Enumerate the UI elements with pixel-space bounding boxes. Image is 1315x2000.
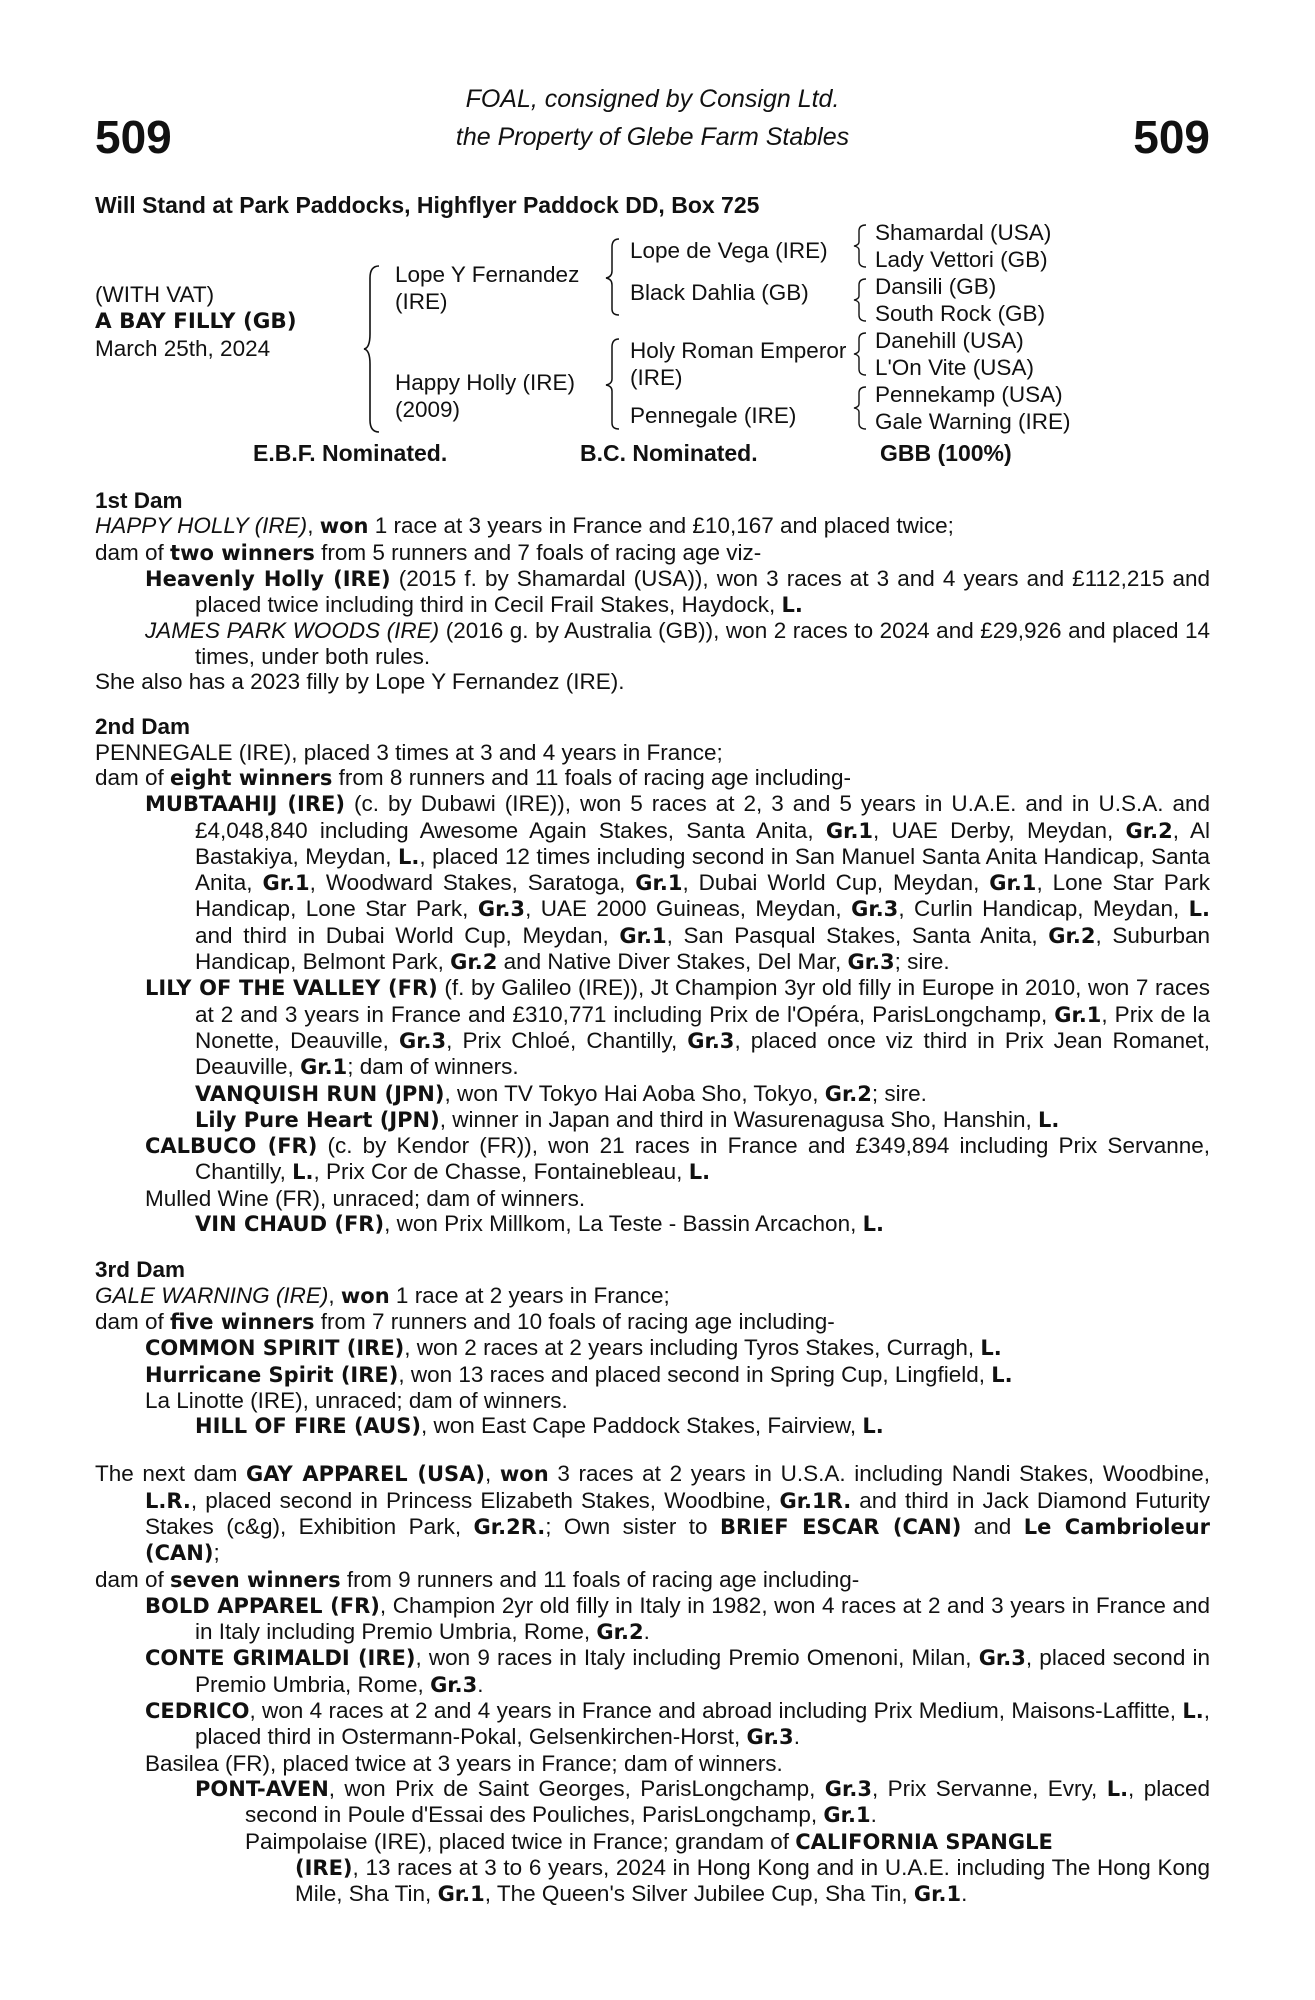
list-item: MUBTAAHIJ (IRE) (c. by Dubawi (IRE)), won 5 races at 2, 3 and 5 years in U.A.E. and in U.S.A. and £4,048,840 including Awesome Again Stakes, Santa Anita, Gr.1, UAE Derby, Meydan, Gr.2, Al Bastakiya, Meydan, L., placed 12 times including second in San Manuel Santa Anita Handicap, Santa Anita, Gr.1, Woodward Stakes, Saratoga, Gr.1, Dubai World Cup, Meydan, Gr.1, Lone Star Park Handicap, Lone Star Park, Gr.3, UAE 2000 Guineas, Meydan, Gr.3, Curlin Handicap, Meydan, L. and third in Dubai World Cup, Meydan, Gr.1, San Pasqual Stakes, Santa Anita, Gr.2, Suburban Handicap, Belmont Park, Gr.2 and Native Diver Stakes, Del Mar, Gr.3; sire. [145, 791, 1210, 975]
consign-line-2: the Property of Glebe Farm Stables [455, 123, 850, 151]
list-item: Lily Pure Heart (JPN), winner in Japan and third in Wasurenagusa Sho, Hanshin, L. [195, 1106, 1060, 1132]
gg-4: South Rock (GB) [875, 301, 1046, 326]
lot-number-right: 509 [1133, 111, 1210, 163]
brace-icon [853, 277, 869, 323]
second-dam-line: PENNEGALE (IRE), placed 3 times at 3 and 4 years in France; [95, 739, 723, 765]
first-dam-section [95, 488, 1210, 694]
catalogue-page [95, 80, 1210, 1907]
third-dam-section [95, 1257, 1210, 1439]
first-dam-produce: dam of two winners from 5 runners and 7 foals of racing age viz- [95, 539, 762, 565]
third-dam-heading: 3rd Dam [95, 1257, 186, 1283]
list-item: (IRE), 13 races at 3 to 6 years, 2024 in Hong Kong and in U.A.E. including The Hong Kong Mile, Sha Tin, Gr.1, The Queen's Silver Jubilee Cup, Sha Tin, Gr.1. [295, 1854, 1210, 1907]
second-dam-produce: dam of eight winners from 8 runners and 11 foals of racing age including- [95, 764, 852, 790]
list-item: BOLD APPAREL (FR), Champion 2yr old filly in Italy in 1982, won 4 races at 2 and 3 years in France and in Italy including Premio Umbria, Rome, Gr.2. [145, 1592, 1210, 1645]
brace-icon [853, 331, 869, 377]
brace-icon [363, 264, 383, 434]
list-item: La Linotte (IRE), unraced; dam of winners. [145, 1387, 568, 1413]
next-dam-line: The next dam GAY APPAREL (USA), won 3 races at 2 years in U.S.A. including Nandi Stakes, Woodbine, L.R., placed second in Princess Elizabeth Stakes, Woodbine, Gr.1R. and third in Jack Diamond Futurity Stakes (c&g), Exhibition Park, Gr.2R.; Own sister to BRIEF ESCAR (CAN) and Le Cambrioleur (CAN); [95, 1461, 1211, 1566]
next-dam-produce: dam of seven winners from 9 runners and 11 foals of racing age including- [95, 1566, 860, 1592]
third-dam-produce: dam of five winners from 7 runners and 10 foals of racing age including- [95, 1308, 835, 1334]
next-dam-section [95, 1461, 1210, 1907]
list-item: VIN CHAUD (FR), won Prix Millkom, La Teste - Bassin Arcachon, L. [195, 1211, 884, 1237]
list-item: CONTE GRIMALDI (IRE), won 9 races in Italy including Premio Omenoni, Milan, Gr.3, placed second in Premio Umbria, Rome, Gr.3. [145, 1645, 1211, 1697]
list-item: Hurricane Spirit (IRE), won 13 races and placed second in Spring Cup, Lingfield, L. [145, 1361, 1013, 1387]
consignor [95, 80, 1210, 156]
dam-sire-origin: (IRE) [630, 365, 683, 390]
dam-dam: Pennegale (IRE) [630, 403, 797, 428]
dam: Happy Holly (IRE) [395, 370, 576, 395]
first-dam-note: She also has a 2023 filly by Lope Y Fernandez (IRE). [95, 669, 625, 695]
list-item: Paimpolaise (IRE), placed twice in France; grandam of CALIFORNIA SPANGLE [245, 1828, 1053, 1854]
list-item: VANQUISH RUN (JPN), won TV Tokyo Hai Aoba Sho, Tokyo, Gr.2; sire. [195, 1080, 927, 1106]
brace-icon [605, 337, 623, 432]
third-dam-line: GALE WARNING (IRE), won 1 race at 2 years in France; [95, 1282, 670, 1308]
sire-origin: (IRE) [395, 289, 448, 314]
subject-name: A BAY FILLY (GB) [95, 309, 297, 334]
list-item: Heavenly Holly (IRE) (2015 f. by Shamardal (USA)), won 3 races at 3 and 4 years and £112,215 and placed twice including third in Cecil Frail Stakes, Haydock, L. [145, 565, 1210, 618]
list-item: PONT-AVEN, won Prix de Saint Georges, ParisLongchamp, Gr.3, Prix Servanne, Evry, L., placed second in Poule d'Essai des Pouliches, ParisLongchamp, Gr.1. [195, 1775, 1210, 1828]
list-item: COMMON SPIRIT (IRE), won 2 races at 2 years including Tyros Stakes, Curragh, L. [145, 1335, 1002, 1361]
lot-header [95, 80, 1210, 190]
consign-line-1: FOAL, consigned by Consign Ltd. [465, 85, 840, 113]
gbb-rating: GBB (100%) [880, 440, 1012, 466]
dam-year: (2009) [395, 397, 461, 422]
sire: Lope Y Fernandez [395, 262, 580, 287]
first-dam-heading: 1st Dam [95, 488, 183, 513]
second-dam-section [95, 714, 1210, 1237]
gg-7: Pennekamp (USA) [875, 382, 1063, 407]
subject-dob: March 25th, 2024 [95, 336, 271, 361]
gg-5: Danehill (USA) [875, 328, 1024, 353]
list-item: Basilea (FR), placed twice at 3 years in France; dam of winners. [145, 1750, 783, 1776]
dam-sire: Holy Roman Emperor [630, 338, 847, 363]
list-item: HILL OF FIRE (AUS), won East Cape Paddock Stakes, Fairview, L. [195, 1413, 884, 1439]
list-item: Mulled Wine (FR), unraced; dam of winners. [145, 1185, 586, 1211]
gg-3: Dansili (GB) [875, 274, 997, 299]
sire-dam: Black Dahlia (GB) [630, 280, 809, 305]
gg-8: Gale Warning (IRE) [875, 409, 1071, 434]
gg-6: L'On Vite (USA) [875, 355, 1034, 380]
brace-icon [605, 237, 623, 317]
pedigree-table [95, 219, 1210, 434]
lot-number-left: 509 [95, 111, 172, 163]
ebf-nomination: E.B.F. Nominated. [253, 440, 448, 466]
list-item: CALBUCO (FR) (c. by Kendor (FR)), won 21 races in France and £349,894 including Prix Servanne, Chantilly, L., Prix Cor de Chasse, Fontainebleau, L. [145, 1133, 1211, 1185]
gg-1: Shamardal (USA) [875, 220, 1052, 245]
list-item: CEDRICO, won 4 races at 2 and 4 years in France and abroad including Prix Medium, Maisons-Laffitte, L., placed third in Ostermann-Pokal, Gelsenkirchen-Horst, Gr.3. [145, 1698, 1210, 1750]
second-dam-heading: 2nd Dam [95, 714, 191, 740]
stand-location: Will Stand at Park Paddocks, Highflyer Paddock DD, Box 725 [95, 192, 760, 218]
gg-2: Lady Vettori (GB) [875, 247, 1048, 272]
brace-icon [853, 223, 869, 269]
list-item: LILY OF THE VALLEY (FR) (f. by Galileo (IRE)), Jt Champion 3yr old filly in Europe in 2010, won 7 races at 2 and 3 years in France and £310,771 including Prix de l'Opéra, ParisLongchamp, Gr.1, Prix de la Nonette, Deauville, Gr.3, Prix Chloé, Chantilly, Gr.3, placed once viz third in Prix Jean Romanet, Deauville, Gr.1; dam of winners. [145, 975, 1210, 1080]
vat-note: (WITH VAT) [95, 282, 215, 307]
brace-icon [853, 385, 869, 431]
list-item: JAMES PARK WOODS (IRE) (2016 g. by Australia (GB)), won 2 races to 2024 and £29,926 and placed 14 times, under both rules. [145, 618, 1211, 669]
first-dam-line: HAPPY HOLLY (IRE), won 1 race at 3 years in France and £10,167 and placed twice; [95, 513, 954, 539]
bc-nomination: B.C. Nominated. [580, 440, 758, 466]
sire-sire: Lope de Vega (IRE) [630, 238, 828, 263]
nominations [95, 434, 1210, 474]
